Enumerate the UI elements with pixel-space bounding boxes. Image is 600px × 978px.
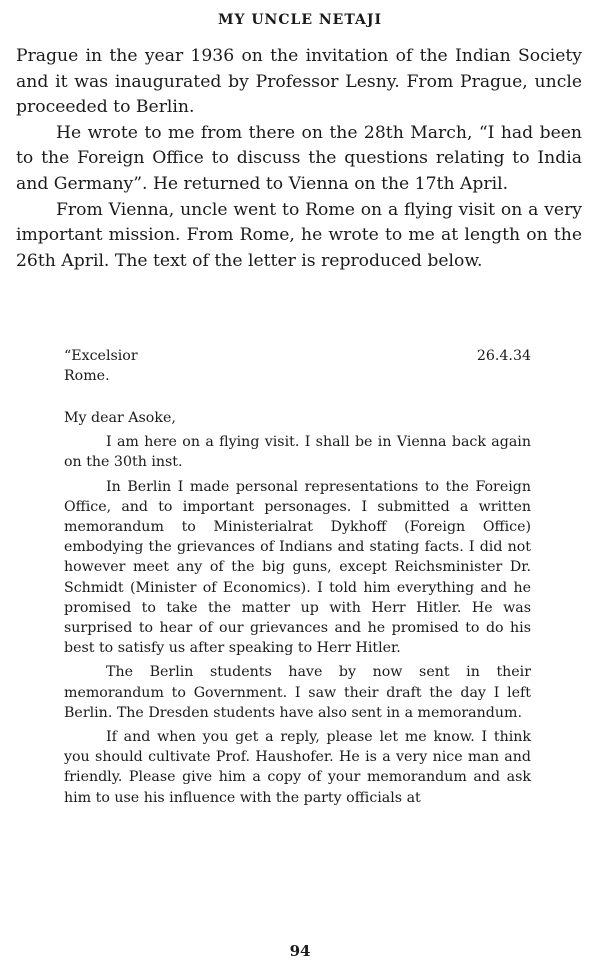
letter-paragraph-2: In Berlin I made personal representations to the Foreign Office, and to important personages. I submitted a written memorandum to Ministerialrat Dykhoff (Foreign Office) embodying the grievances of Indians and stating facts. I did not however meet any of the big guns, except Reichsminister Dr. Schmidt (Minister of Economics). I told him everything and he promised to take the matter up with Herr Hitler. He was surprised to hear of our grievances and he promised to do his best to satisfy us after speaking to Herr Hitler. [64, 478, 531, 657]
letter-paragraph-3: The Berlin students have by now sent in their memorandum to Government. I saw their draft the day I left Berlin. The Dresden students have also sent in a memorandum. [64, 664, 531, 721]
letter-address [64, 346, 284, 386]
letter-address-line-1: “Excelsior [64, 348, 138, 364]
body-text [16, 44, 582, 274]
letter-date: 26.4.34 [476, 348, 531, 364]
body-paragraph-3: From Vienna, uncle went to Rome on a flying visit on a very important mission. From Rome, he wrote to me at length on the 26th April. The text of the letter is reproduced below. [16, 199, 582, 271]
running-head: MY UNCLE NETAJI [217, 12, 383, 28]
letter-address-line-2: Rome. [64, 368, 110, 385]
page-number: 94 [289, 942, 311, 960]
body-paragraph-1: Prague in the year 1936 on the invitation of the Indian Society and it was inaugurated by Professor Lesny. From Prague, uncle proceeded to Berlin. [16, 46, 582, 118]
letter-salutation: My dear Asoke, [64, 410, 176, 426]
letter-paragraph-1: I am here on a flying visit. I shall be in Vienna back again on the 30th inst. [64, 434, 531, 471]
letter-paragraph-4: If and when you get a reply, please let me know. I think you should cultivate Prof. Haushofer. He is a very nice man and friendly. Please give him a copy of your memorandum and ask him to use his influence with the party officials at [64, 729, 531, 806]
letter-header [64, 346, 531, 386]
quoted-letter [64, 346, 531, 808]
body-paragraph-2: He wrote to me from there on the 28th March, “I had been to the Foreign Office to discuss the questions relating to India and Germany”. He returned to Vienna on the 17th April. [16, 122, 582, 194]
